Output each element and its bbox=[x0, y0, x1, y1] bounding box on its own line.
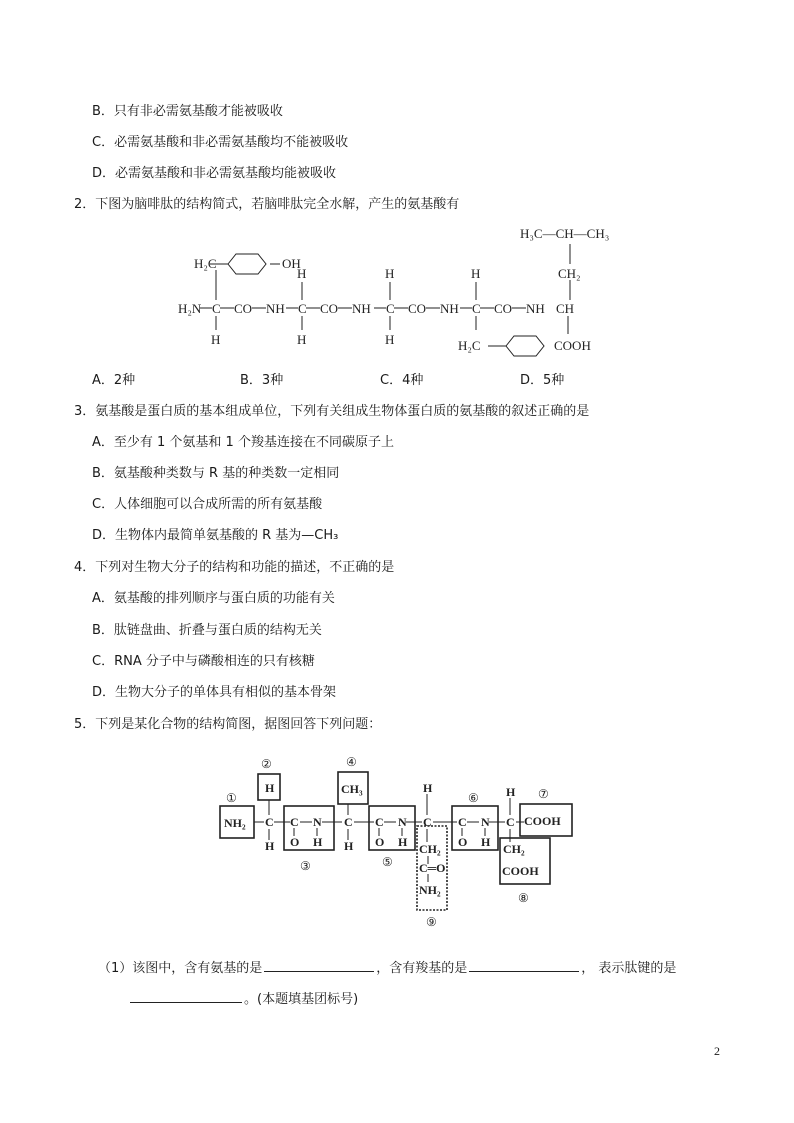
chain-7: C bbox=[386, 301, 395, 316]
q3-option-b: B．氨基酸种类数与 R 基的种类数一定相同 bbox=[92, 466, 340, 481]
chain-12: NH bbox=[526, 301, 545, 316]
h-above-4: H bbox=[506, 785, 516, 799]
cooh-8: COOH bbox=[502, 864, 539, 878]
chain-13: CH bbox=[556, 301, 575, 316]
q4-option-b: B．肽链盘曲、折叠与蛋白质的结构无关 bbox=[92, 623, 322, 638]
isobutyl-label: H₃C—CH—CH₃ bbox=[520, 226, 610, 241]
h-6: H bbox=[481, 835, 491, 849]
h-top-1: H bbox=[297, 266, 307, 281]
label-8: ⑧ bbox=[518, 891, 529, 905]
h-below-2: H bbox=[344, 839, 354, 853]
q2-option-d: D．5种 bbox=[520, 373, 565, 388]
q4-stem: 4．下列对生物大分子的结构和功能的描述，不正确的是 bbox=[74, 560, 395, 575]
q5-stem: 5．下列是某化合物的结构简图，据图回答下列问题： bbox=[74, 717, 382, 732]
n-6: N bbox=[481, 815, 490, 829]
chain-2: CO bbox=[234, 301, 253, 316]
c-6: C bbox=[458, 815, 467, 829]
q1-option-b: B．只有非必需氨基酸才能被吸收 bbox=[92, 104, 283, 119]
oh-label: OH bbox=[282, 256, 301, 271]
c-5: C bbox=[375, 815, 384, 829]
q4-option-c: C．RNA 分子中与磷酸相连的只有核糖 bbox=[92, 654, 315, 669]
label-2: ② bbox=[261, 757, 272, 771]
nh2-9: NH₂ bbox=[419, 883, 441, 897]
chain-6: NH bbox=[352, 301, 371, 316]
h-5: H bbox=[398, 835, 408, 849]
n-3: N bbox=[313, 815, 322, 829]
c-alpha-3: C bbox=[423, 815, 432, 829]
chain-9: NH bbox=[440, 301, 459, 316]
cooh-label: COOH bbox=[554, 338, 591, 353]
label-1: ① bbox=[226, 791, 237, 805]
o-5: O bbox=[375, 835, 385, 849]
c-alpha-2: C bbox=[344, 815, 353, 829]
q5-sub1-text-d: 。(本题填基团标号) bbox=[244, 992, 359, 1007]
c-alpha-1: C bbox=[265, 815, 274, 829]
q3-option-a: A．至少有 1 个氨基和 1 个羧基连接在不同碳原子上 bbox=[92, 435, 394, 450]
cooh-7: COOH bbox=[524, 814, 561, 828]
chain-4: C bbox=[298, 301, 307, 316]
q4-option-a: A．氨基酸的排列顺序与蛋白质的功能有关 bbox=[92, 591, 335, 606]
compound-structure-diagram bbox=[214, 752, 584, 932]
q1-option-d: D．必需氨基酸和非必需氨基酸均能被吸收 bbox=[92, 166, 337, 181]
ch2-9: CH₂ bbox=[419, 842, 441, 856]
chain-5: CO bbox=[320, 301, 339, 316]
c-eq-o-9: C═O bbox=[419, 861, 446, 875]
label-6: ⑥ bbox=[468, 791, 479, 805]
h2c-tyr-label: H₂C bbox=[194, 256, 217, 271]
label-7: ⑦ bbox=[538, 787, 549, 801]
q2-option-b: B．3种 bbox=[240, 373, 284, 388]
h-3: H bbox=[313, 835, 323, 849]
q5-sub1-text-b: ，含有羧基的是 bbox=[376, 961, 468, 976]
q5-sub1-line1 bbox=[98, 958, 676, 977]
answer-blank-amino[interactable] bbox=[264, 958, 374, 972]
h-bottom-2: H bbox=[297, 332, 307, 347]
label-3: ③ bbox=[300, 859, 311, 873]
q5-sub1-text-c: ， 表示肽键的是 bbox=[581, 961, 677, 976]
q2-option-c: C．4种 bbox=[380, 373, 424, 388]
label-4: ④ bbox=[346, 755, 357, 769]
q4-option-d: D．生物大分子的单体具有相似的基本骨架 bbox=[92, 685, 337, 700]
page-number: 2 bbox=[714, 1044, 720, 1058]
o-6: O bbox=[458, 835, 468, 849]
label-9: ⑨ bbox=[426, 915, 437, 929]
q3-stem: 3．氨基酸是蛋白质的基本组成单位，下列有关组成生物体蛋白质的氨基酸的叙述正确的是 bbox=[74, 404, 590, 419]
q2-option-a: A．2种 bbox=[92, 373, 136, 388]
answer-blank-peptide-bond[interactable] bbox=[130, 989, 242, 1003]
n-5: N bbox=[398, 815, 407, 829]
label-5: ⑤ bbox=[382, 855, 393, 869]
q3-option-c: C．人体细胞可以合成所需的所有氨基酸 bbox=[92, 497, 323, 512]
h2c-benzyl-label: H₂C bbox=[458, 338, 481, 353]
ch3-group: CH₃ bbox=[341, 782, 363, 796]
ch2-8: CH₂ bbox=[503, 842, 525, 856]
chain-3: NH bbox=[266, 301, 285, 316]
h-top-2: H bbox=[385, 266, 395, 281]
chain-8: CO bbox=[408, 301, 427, 316]
h-bottom-1: H bbox=[211, 332, 221, 347]
ch2-label: CH₂ bbox=[558, 266, 581, 281]
chain-0: H₂N bbox=[178, 301, 202, 316]
chain-11: CO bbox=[494, 301, 513, 316]
enkephalin-structure bbox=[170, 218, 630, 358]
h-bottom-3: H bbox=[385, 332, 395, 347]
h-below-1: H bbox=[265, 839, 275, 853]
c-3: C bbox=[290, 815, 299, 829]
c-alpha-4: C bbox=[506, 815, 515, 829]
chain-1: C bbox=[212, 301, 221, 316]
h-box-2: H bbox=[265, 781, 275, 795]
h-top-3: H bbox=[471, 266, 481, 281]
q2-stem: 2．下图为脑啡肽的结构简式，若脑啡肽完全水解，产生的氨基酸有 bbox=[74, 197, 460, 212]
nh2-group: NH₂ bbox=[224, 816, 246, 830]
h-above-3: H bbox=[423, 781, 433, 795]
answer-blank-carboxyl[interactable] bbox=[469, 958, 579, 972]
o-3: O bbox=[290, 835, 300, 849]
chain-10: C bbox=[472, 301, 481, 316]
q5-sub1-text-a: （1）该图中，含有氨基的是 bbox=[98, 961, 263, 976]
q3-option-d: D．生物体内最简单氨基酸的 R 基为—CH₃ bbox=[92, 528, 339, 543]
q5-sub1-line2 bbox=[128, 989, 358, 1008]
q1-option-c: C．必需氨基酸和非必需氨基酸均不能被吸收 bbox=[92, 135, 349, 150]
